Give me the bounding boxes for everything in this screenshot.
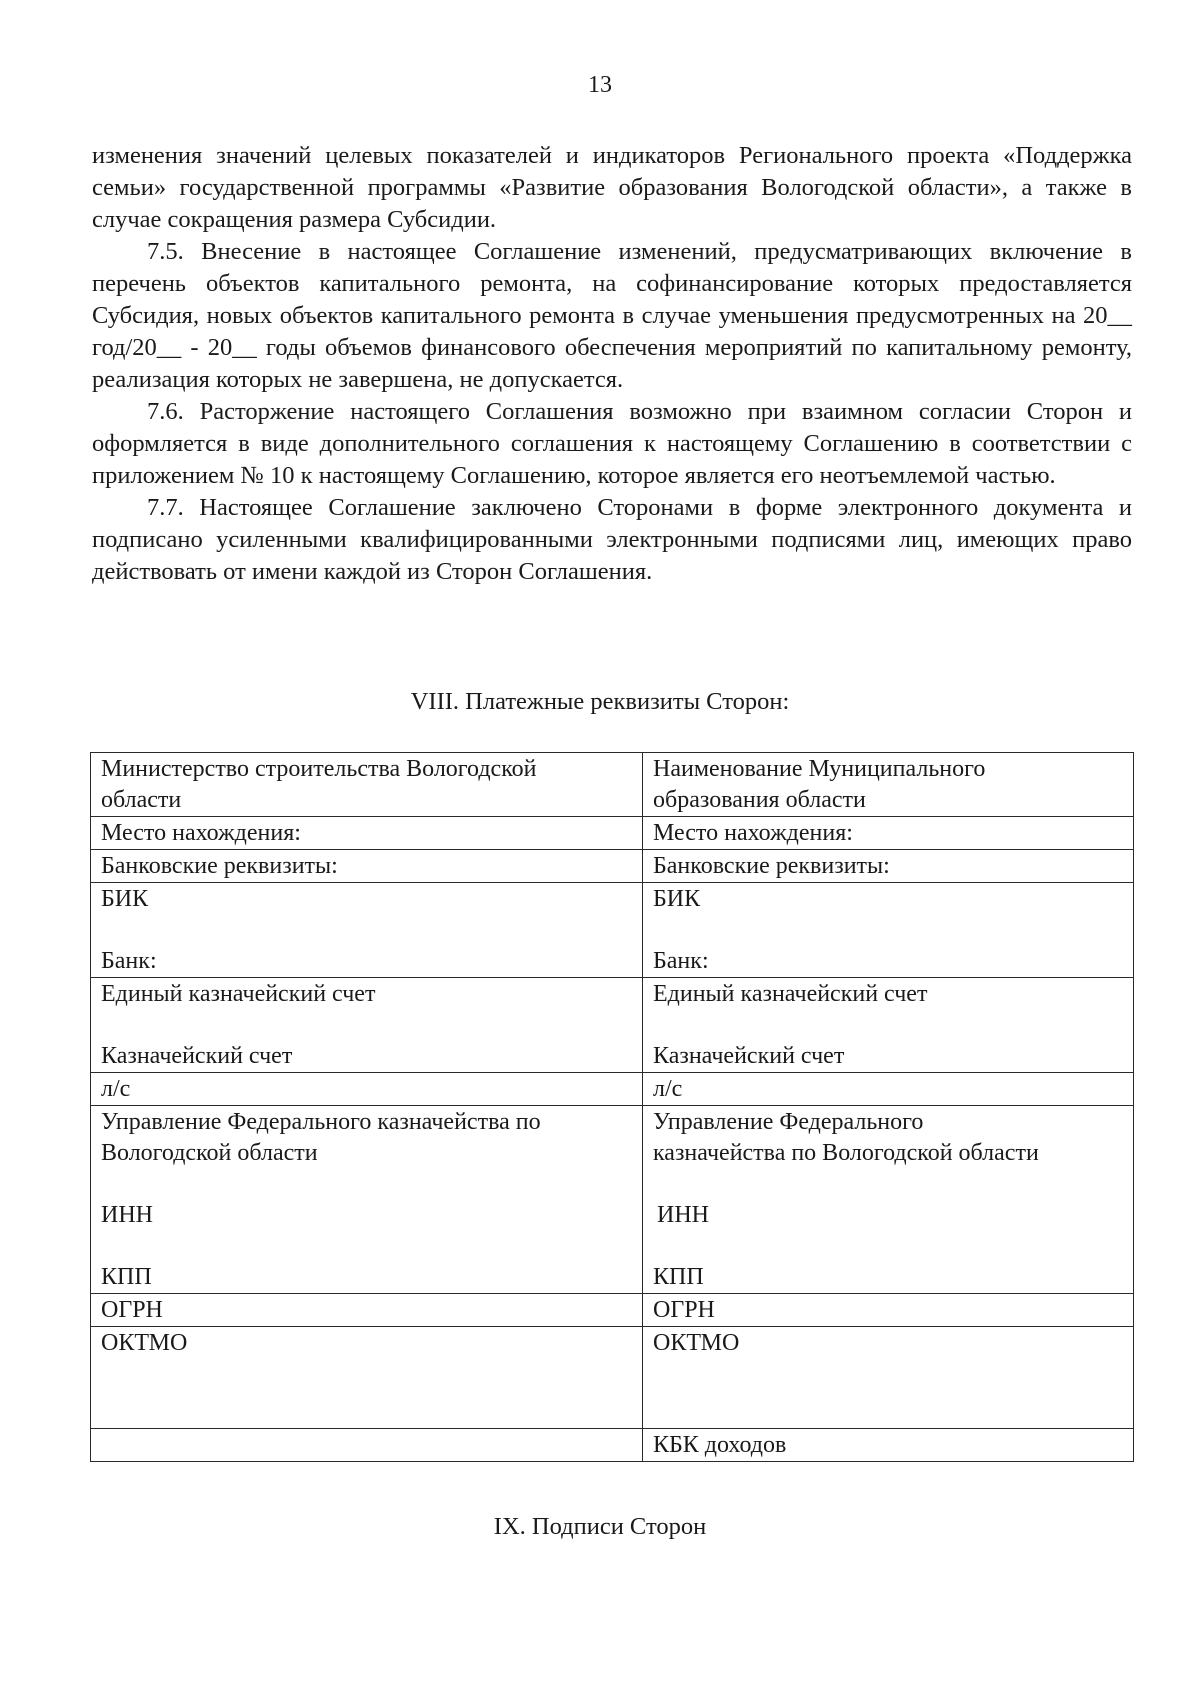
municipality-kbk: КБК доходов (643, 1429, 1134, 1462)
municipality-location: Место нахождения: (643, 817, 1134, 850)
ministry-ufk-line2: Вологодской области (101, 1140, 318, 1166)
ministry-bank: Банк: (101, 948, 157, 974)
municipality-treasury-account: Казначейский счет (653, 1043, 845, 1069)
ministry-bik: БИК (101, 886, 149, 912)
table-row (91, 817, 1134, 850)
municipality-name-cell (643, 753, 1134, 817)
ministry-kpp: КПП (101, 1264, 152, 1290)
municipality-oktmo: ОКТМО (643, 1327, 1134, 1429)
section-8-title: VIII. Платежные реквизиты Сторон: (410, 688, 790, 715)
ministry-oktmo: ОКТМО (91, 1327, 643, 1429)
municipality-accounts-cell (643, 978, 1134, 1073)
municipality-bik: БИК (653, 886, 701, 912)
paragraph-7-6: 7.6. Расторжение настоящего Соглашения возможно при взаимном согласии Сторон и оформляется в виде дополнительного соглашения к настоящему Соглашению в соответствии с приложением № 10 к настоящему Соглашению, которое является его неотъемлемой частью. (92, 398, 1132, 489)
section-9-title: IX. Подписи Сторон (493, 1513, 707, 1540)
municipality-bik-bank-cell (643, 883, 1134, 978)
ministry-name-line1: Министерство строительства Вологодской (101, 756, 537, 782)
municipality-name-line2: образования области (653, 787, 866, 813)
ministry-ogrn: ОГРН (91, 1294, 643, 1327)
municipality-ufk-line1: Управление Федерального (653, 1109, 924, 1135)
table-row (91, 1294, 1134, 1327)
ministry-single-treasury-account: Единый казначейский счет (101, 981, 376, 1007)
municipality-kpp: КПП (653, 1264, 704, 1290)
municipality-inn: ИНН (657, 1202, 709, 1228)
municipality-bank-details: Банковские реквизиты: (643, 850, 1134, 883)
municipality-ufk-line2: казначейства по Вологодской области (653, 1140, 1039, 1166)
table-row (91, 978, 1134, 1073)
ministry-inn: ИНН (101, 1202, 153, 1228)
ministry-name-cell (91, 753, 643, 817)
table-row (91, 1106, 1134, 1294)
ministry-location: Место нахождения: (91, 817, 643, 850)
municipality-ufk-cell (643, 1106, 1134, 1294)
municipality-ls: л/с (643, 1073, 1134, 1106)
table-row (91, 1073, 1134, 1106)
municipality-name-line1: Наименование Муниципального (653, 756, 986, 782)
payment-details-table (90, 752, 1134, 1462)
agreement-text (92, 140, 1132, 588)
table-row (91, 850, 1134, 883)
municipality-bank: Банк: (653, 948, 709, 974)
ministry-bik-bank-cell (91, 883, 643, 978)
page-number: 13 (588, 72, 612, 98)
paragraph-7-5: 7.5. Внесение в настоящее Соглашение изменений, предусматривающих включение в перечень объектов капитального ремонта, на софинансирование которых предоставляется Субсидия, новых объектов капитального ремонта в случае уменьшения предусмотренных на 20__ год/20__ - 20__ годы объемов финансового обеспечения мероприятий по капитальному ремонту, реализация которых не завершена, не допускается. (92, 238, 1132, 393)
paragraph-7-7: 7.7. Настоящее Соглашение заключено Сторонами в форме электронного документа и подписано усиленными квалифицированными электронными подписями лиц, имеющих право действовать от имени каждой из Сторон Соглашения. (92, 494, 1132, 585)
ministry-bank-details: Банковские реквизиты: (91, 850, 643, 883)
table-row (91, 1327, 1134, 1429)
table-row (91, 1429, 1134, 1462)
ministry-ufk-line1: Управление Федерального казначейства по (101, 1109, 541, 1135)
ministry-kbk-empty (91, 1429, 643, 1462)
ministry-ls: л/с (91, 1073, 643, 1106)
paragraph-continuation: изменения значений целевых показателей и индикаторов Регионального проекта «Поддержка семьи» государственной программы «Развитие образования Вологодской области», а также в случае сокращения размера Субсидии. (92, 142, 1132, 233)
ministry-treasury-account: Казначейский счет (101, 1043, 293, 1069)
table-row (91, 883, 1134, 978)
table-row (91, 753, 1134, 817)
municipality-ogrn: ОГРН (643, 1294, 1134, 1327)
ministry-accounts-cell (91, 978, 643, 1073)
ministry-ufk-cell (91, 1106, 643, 1294)
municipality-single-treasury-account: Единый казначейский счет (653, 981, 928, 1007)
ministry-name-line2: области (101, 787, 182, 813)
